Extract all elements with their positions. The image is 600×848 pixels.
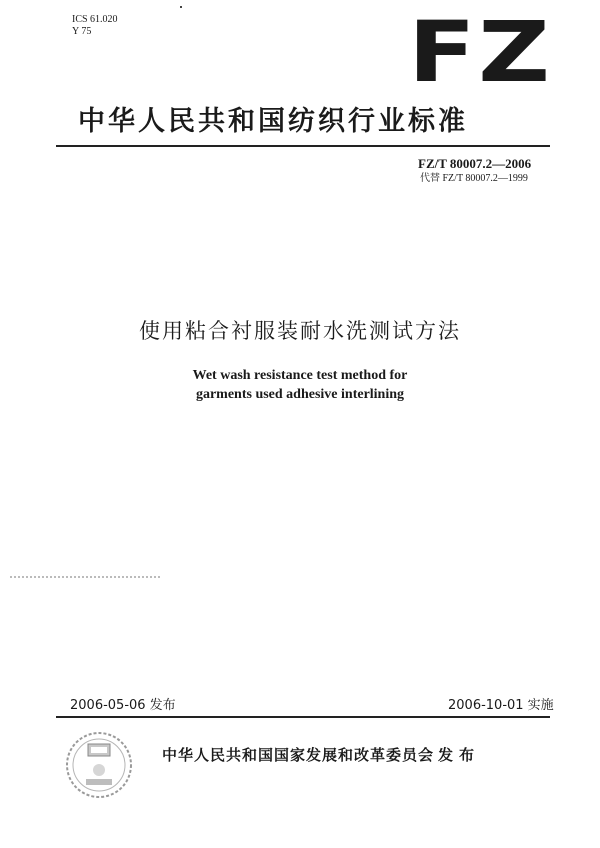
scan-speck [180, 6, 182, 8]
effective-date: 2006-10-01 实施 [448, 698, 554, 713]
issuer-seal-icon [64, 730, 134, 800]
publish-label: 发布 [438, 746, 481, 764]
standard-number: FZ/T 80007.2—2006 [418, 156, 532, 171]
classification-codes [72, 14, 118, 38]
document-title-en-line2: garments used adhesive interlining [195, 387, 405, 402]
document-title-en-line1: Wet wash resistance test method for [192, 368, 408, 383]
standard-category-title: 中华人民共和国纺织行业标准 [78, 106, 468, 137]
issue-date: 2006-05-06 发布 [70, 698, 176, 713]
issuing-authority: 中华人民共和国国家发展和改革委员会 [162, 746, 435, 764]
replaces-note: 代替 FZ/T 80007.2—1999 [420, 173, 528, 184]
scan-dots [10, 576, 160, 580]
document-title-cn: 使用粘合衬服装耐水洗测试方法 [139, 319, 461, 343]
header-divider [56, 145, 550, 147]
footer-divider [56, 716, 550, 718]
category-code: Y 75 [72, 26, 92, 37]
ics-code: ICS 61.020 [72, 14, 118, 25]
standard-code-mark: FZ [408, 3, 553, 101]
